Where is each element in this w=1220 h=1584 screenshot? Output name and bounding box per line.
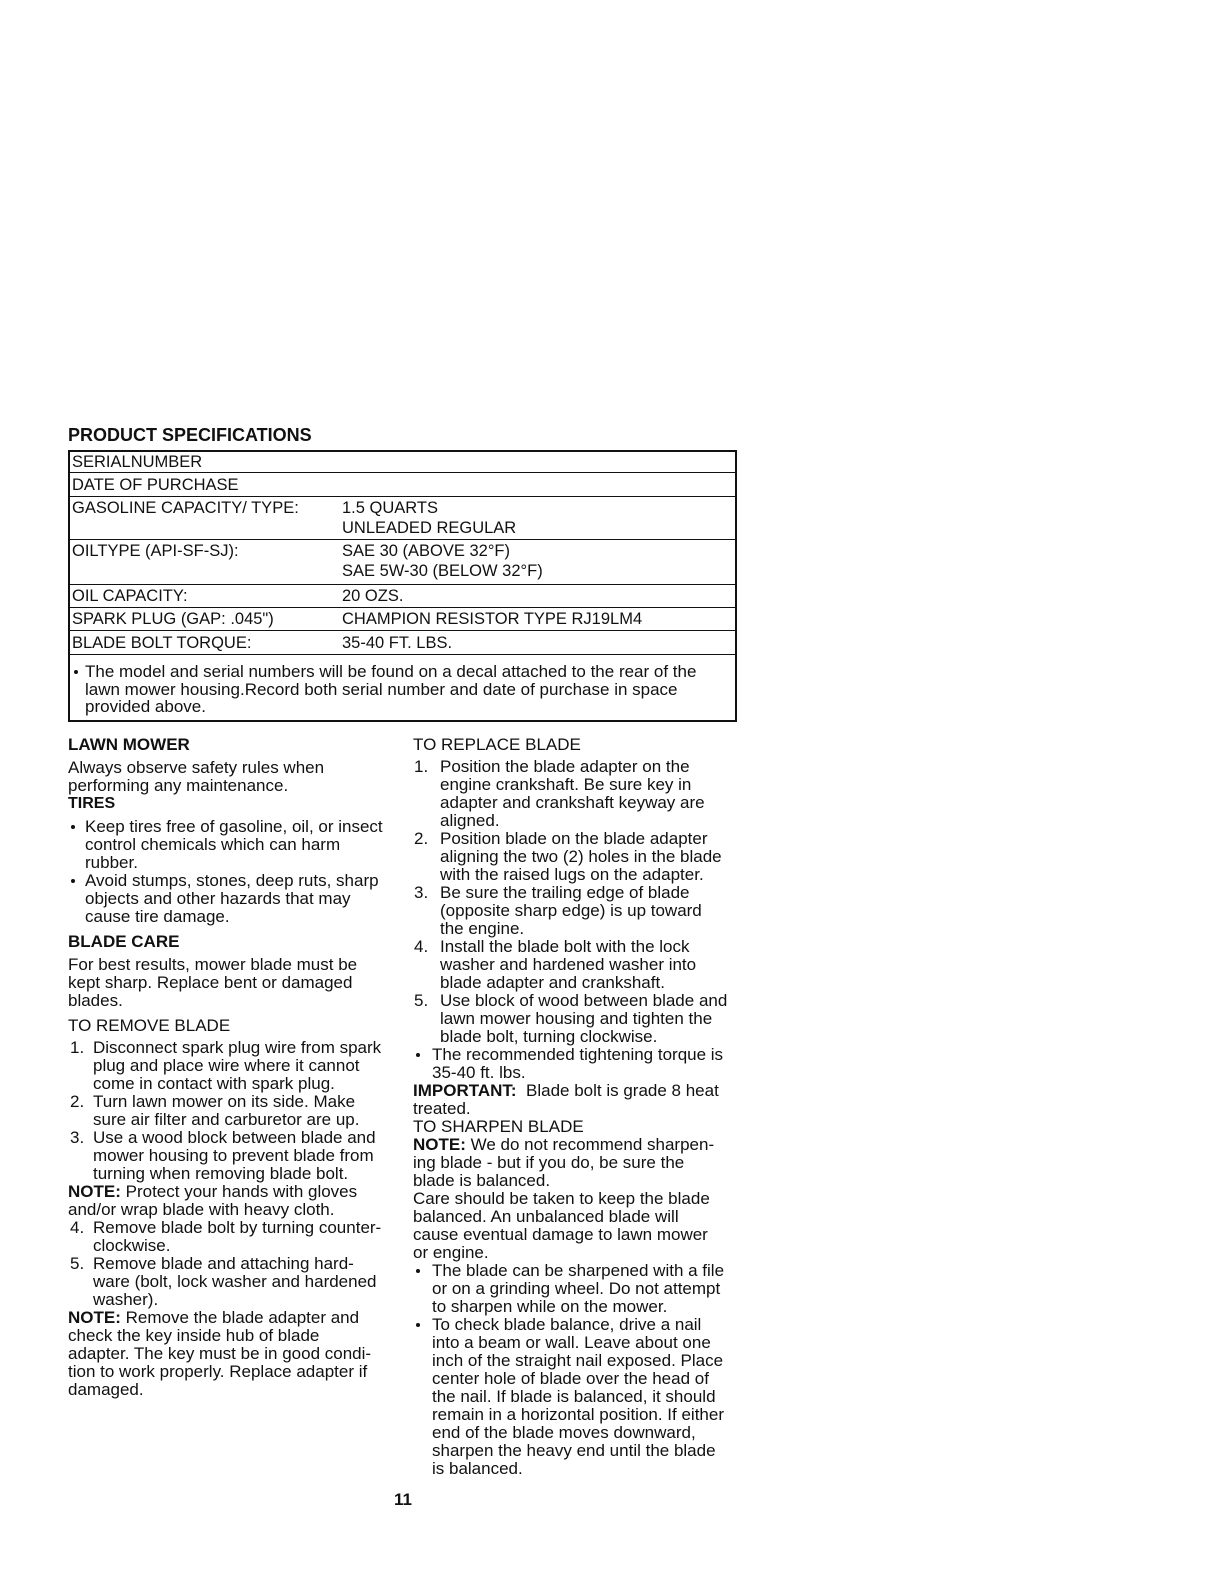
step-number: 2.: [414, 829, 429, 848]
text-line: Disconnect spark plug wire from spark: [93, 1038, 382, 1057]
note-text: We do not recommend sharpen-: [470, 1135, 715, 1154]
bullet-icon: [416, 1269, 420, 1273]
step-number: 4.: [70, 1218, 85, 1237]
text-line: plug and place wire where it cannot: [93, 1056, 360, 1075]
remove-blade-steps: [68, 1039, 403, 1399]
spec-label: SPARK PLUG (GAP: .045"): [72, 610, 274, 628]
spec-value-line: UNLEADED REGULAR: [342, 519, 517, 537]
step-number: 4.: [414, 937, 429, 956]
text-line: The recommended tightening torque is: [432, 1045, 724, 1064]
step-item: [68, 1093, 403, 1129]
text-line: into a beam or wall. Leave about one: [432, 1333, 711, 1352]
text-line: To check blade balance, drive a nail: [432, 1315, 702, 1334]
text-line: (opposite sharp edge) is up toward: [440, 901, 702, 920]
blade-care-text: [68, 956, 403, 1010]
text-line: kept sharp. Replace bent or damaged: [68, 973, 353, 992]
step-number: 5.: [414, 991, 429, 1010]
text-line: adapter. The key must be in good condi-: [68, 1344, 372, 1363]
step-item: [413, 992, 753, 1046]
note-label: NOTE:: [68, 1182, 121, 1201]
important-note: [413, 1082, 753, 1118]
right-column: [413, 736, 753, 1478]
text-line: washer).: [93, 1290, 159, 1309]
text-line: sure air filter and carburetor are up.: [93, 1110, 360, 1129]
bullet-icon: [74, 670, 78, 674]
text-line: to sharpen while on the mower.: [432, 1297, 668, 1316]
text-line: blades.: [68, 991, 123, 1010]
step-number: 1.: [70, 1038, 85, 1057]
spec-row-date-of-purchase: [70, 472, 735, 496]
sharpen-text: [413, 1190, 753, 1262]
text-line: The blade can be sharpened with a file: [432, 1261, 725, 1280]
torque-bullet: [413, 1046, 753, 1082]
spec-row-serial-number: [70, 452, 735, 472]
text-line: performing any maintenance.: [68, 776, 289, 795]
text-line: sharpen the heavy end until the blade: [432, 1441, 716, 1460]
note-text: Protect your hands with gloves: [125, 1182, 358, 1201]
note-line: The model and serial numbers will be found on a decal attached to the rear of the: [85, 662, 697, 681]
text-line: [413, 1082, 753, 1100]
text-line: ware (bolt, lock washer and hardened: [93, 1272, 377, 1291]
spec-value-line: SAE 5W-30 (BELOW 32°F): [342, 562, 543, 580]
spec-row-oil-capacity: [70, 584, 735, 607]
text-line: and/or wrap blade with heavy cloth.: [68, 1200, 335, 1219]
spec-value-line: 1.5 QUARTS: [342, 499, 438, 517]
text-line: turning when removing blade bolt.: [93, 1164, 349, 1183]
spec-label: OILTYPE (API-SF-SJ):: [72, 542, 239, 560]
text-line: cause tire damage.: [85, 907, 230, 926]
text-line: treated.: [413, 1099, 471, 1118]
spec-label: SERIALNUMBER: [72, 453, 203, 471]
lawn-mower-intro: [68, 759, 403, 795]
spec-title: PRODUCT SPECIFICATIONS: [68, 425, 312, 445]
text-line: lawn mower housing and tighten the: [440, 1009, 713, 1028]
page-number: 11: [394, 1490, 412, 1509]
note-line: provided above.: [85, 697, 206, 716]
spec-label: DATE OF PURCHASE: [72, 475, 239, 494]
subheading-remove-blade: TO REMOVE BLADE: [68, 1016, 231, 1035]
text-line: clockwise.: [93, 1236, 171, 1255]
step-item: [413, 830, 753, 884]
note-gloves: [68, 1183, 403, 1219]
text-line: remain in a horizontal position. If either: [432, 1405, 724, 1424]
text-line: the engine.: [440, 919, 525, 938]
spec-label: OIL CAPACITY:: [72, 587, 188, 605]
text-line: rubber.: [85, 853, 138, 872]
spec-note: [70, 654, 735, 720]
text-line: Be sure the trailing edge of blade: [440, 883, 690, 902]
text-line: washer and hardened washer into: [440, 955, 697, 974]
text-line: 35-40 ft. lbs.: [432, 1063, 526, 1082]
step-number: 1.: [414, 757, 429, 776]
spec-value: CHAMPION RESISTOR TYPE RJ19LM4: [342, 610, 643, 628]
text-line: or engine.: [413, 1243, 489, 1262]
step-item: [68, 1255, 403, 1309]
text-line: Use a wood block between blade and: [93, 1128, 376, 1147]
text-line: cause eventual damage to lawn mower: [413, 1225, 708, 1244]
text-line: engine crankshaft. Be sure key in: [440, 775, 692, 794]
note-label: NOTE:: [413, 1135, 466, 1154]
text-line: aligned.: [440, 811, 500, 830]
text-line: Turn lawn mower on its side. Make: [93, 1092, 356, 1111]
text-line: [413, 1136, 753, 1154]
list-item: [68, 872, 403, 926]
subheading-replace-blade: TO REPLACE BLADE: [413, 735, 581, 754]
text-line: blade is balanced.: [413, 1171, 551, 1190]
text-line: For best results, mower blade must be: [68, 955, 358, 974]
step-item: [68, 1039, 403, 1093]
left-column: [68, 736, 403, 1399]
text-line: [68, 1309, 403, 1327]
step-item: [413, 938, 753, 992]
text-line: damaged.: [68, 1380, 144, 1399]
text-line: center hole of blade over the head of: [432, 1369, 709, 1388]
spec-value: [342, 498, 516, 538]
sharpen-list: [413, 1262, 753, 1478]
list-item: [413, 1262, 753, 1316]
note-adapter: [68, 1309, 403, 1399]
text-line: Always observe safety rules when: [68, 758, 325, 777]
spec-label: BLADE BOLT TORQUE:: [72, 633, 252, 652]
text-line: inch of the straight nail exposed. Place: [432, 1351, 724, 1370]
text-line: check the key inside hub of blade: [68, 1326, 320, 1345]
step-number: 3.: [414, 883, 429, 902]
spec-label: GASOLINE CAPACITY/ TYPE:: [72, 499, 299, 517]
spec-row-gasoline: [70, 496, 735, 539]
spec-value: [342, 541, 543, 581]
important-label: IMPORTANT:: [413, 1081, 517, 1100]
subheading-tires: TIRES: [68, 795, 116, 812]
text-line: balanced. An unbalanced blade will: [413, 1207, 679, 1226]
spec-row-blade-bolt-torque: [70, 630, 735, 654]
text-line: come in contact with spark plug.: [93, 1074, 335, 1093]
text-line: with the raised lugs on the adapter.: [440, 865, 704, 884]
bullet-icon: [416, 1323, 420, 1327]
text-line: blade bolt, turning clockwise.: [440, 1027, 658, 1046]
step-item: [413, 884, 753, 938]
spec-row-oil-type: [70, 539, 735, 584]
step-item: [413, 758, 753, 830]
bullet-icon: [71, 879, 75, 883]
step-number: 2.: [70, 1092, 85, 1111]
text-line: ing blade - but if you do, be sure the: [413, 1153, 685, 1172]
text-line: objects and other hazards that may: [85, 889, 351, 908]
text-line: blade adapter and crankshaft.: [440, 973, 665, 992]
note-text: Remove the blade adapter and: [125, 1308, 360, 1327]
step-number: 3.: [70, 1128, 85, 1147]
text-line: Avoid stumps, stones, deep ruts, sharp: [85, 871, 379, 890]
text-line: [68, 1183, 403, 1201]
text-line: control chemicals which can harm: [85, 835, 341, 854]
bullet-icon: [71, 825, 75, 829]
spec-row-spark-plug: [70, 607, 735, 630]
text-line: end of the blade moves downward,: [432, 1423, 696, 1442]
step-number: 5.: [70, 1254, 85, 1273]
text-line: Care should be taken to keep the blade: [413, 1189, 710, 1208]
text-line: the nail. If blade is balanced, it should: [432, 1387, 716, 1406]
tires-list: [68, 818, 403, 926]
text-line: or on a grinding wheel. Do not attempt: [432, 1279, 721, 1298]
sharpen-note: [413, 1136, 753, 1190]
text-line: tion to work properly. Replace adapter if: [68, 1362, 368, 1381]
text-line: Remove blade bolt by turning counter-: [93, 1218, 382, 1237]
text-line: adapter and crankshaft keyway are: [440, 793, 705, 812]
replace-blade-steps: [413, 758, 753, 1118]
section-heading-lawn-mower: LAWN MOWER: [68, 735, 190, 754]
spec-table: [68, 450, 737, 722]
step-item: [68, 1129, 403, 1183]
important-text: Blade bolt is grade 8 heat: [526, 1081, 719, 1100]
text-line: Install the blade bolt with the lock: [440, 937, 690, 956]
step-item: [68, 1219, 403, 1255]
text-line: mower housing to prevent blade from: [93, 1146, 374, 1165]
spec-value: 35-40 FT. LBS.: [342, 633, 453, 652]
note-line: lawn mower housing.Record both serial number and date of purchase in space: [85, 679, 678, 699]
subheading-sharpen-blade: TO SHARPEN BLADE: [413, 1117, 584, 1136]
text-line: Use block of wood between blade and: [440, 991, 728, 1010]
bullet-icon: [416, 1053, 420, 1057]
spec-value: 20 OZS.: [342, 587, 404, 605]
text-line: Position blade on the blade adapter: [440, 829, 708, 848]
section-heading-blade-care: BLADE CARE: [68, 932, 180, 951]
list-item: [68, 818, 403, 872]
text-line: Keep tires free of gasoline, oil, or insect: [85, 817, 383, 836]
text-line: is balanced.: [432, 1459, 523, 1478]
text-line: Position the blade adapter on the: [440, 757, 690, 776]
note-label: NOTE:: [68, 1308, 121, 1327]
text-line: aligning the two (2) holes in the blade: [440, 847, 722, 866]
spec-value-line: SAE 30 (ABOVE 32°F): [342, 542, 510, 560]
text-line: Remove blade and attaching hard-: [93, 1254, 354, 1273]
list-item: [413, 1316, 753, 1478]
